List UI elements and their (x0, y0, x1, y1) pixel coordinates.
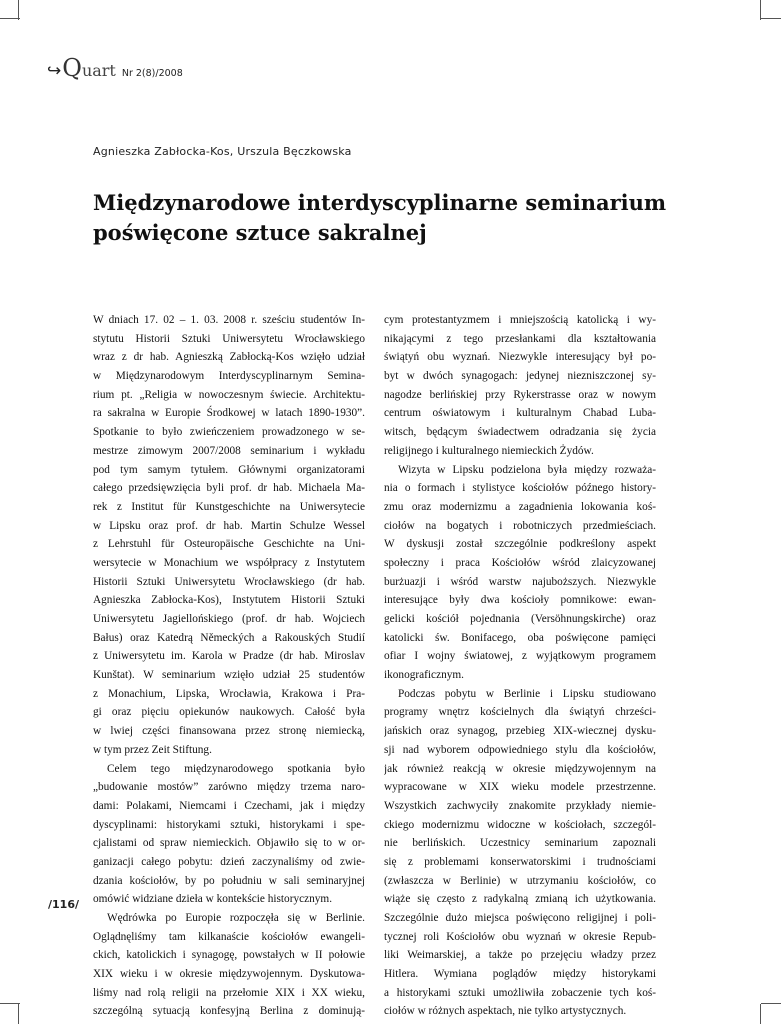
text-line: Podczas pobytu w Berlinie i Lipsku studiowano (398, 687, 656, 700)
quart-arrow-icon: ↪ (47, 61, 62, 81)
crop-mark (761, 1003, 781, 1004)
text-line: rek z Institut für Kunstgeschichte na Uniwersytecie (93, 500, 365, 513)
text-column-right (384, 311, 656, 1021)
crop-mark (0, 1003, 20, 1004)
text-line: Wizyta w Lipsku podzielona była między rozważa- (398, 463, 656, 476)
text-line: jak również reakcją w okresie międzywojennym na (384, 762, 656, 775)
text-line: gi oraz pięciu opiekunów naukowych. Całość była (93, 706, 365, 719)
crop-mark (0, 18, 20, 19)
text-line: cjalistami od spraw niemieckich. Objawiło się to w or- (93, 837, 365, 850)
crop-mark (760, 1004, 761, 1024)
text-line: ckich, katolickich i synagogę, powstałych w II połowie (93, 949, 365, 962)
text-line: wiąże się często z radykalną zmianą ich użytkowania. (384, 893, 656, 906)
text-line: religijnego i kulturalnego niemieckich Żydów. (384, 444, 594, 457)
text-line: Historii Sztuki Uniwersytetu Wrocławskiego (dr hab. (93, 575, 365, 588)
crop-mark (18, 0, 19, 20)
text-column-left (93, 311, 365, 1021)
text-line: ciołów na bogatych i robotniczych przedmieściach. (384, 519, 656, 532)
text-line: pod tym samym tytułem. Głównymi organizatorami (93, 463, 365, 476)
text-line: ganizacji całego pobytu: dzień zaczynaliśmy od zwie- (93, 855, 365, 868)
crop-mark (18, 1004, 19, 1024)
text-line: gelicki kościół pojednania (Versöhnungskirche) oraz (384, 613, 656, 625)
page-number: /116/ (48, 898, 79, 911)
text-line: Oglądnęliśmy tam kilkanaście kościołów ewangeli- (93, 930, 365, 943)
text-line: tycznej roli Kościołów obu wyznań w okresie Repub- (384, 930, 656, 943)
text-line: dyscyplinami: historykami sztuki, historykami i spe- (93, 818, 365, 831)
text-line: wersytecie w Monachium we współpracy z Instytutem (93, 556, 365, 569)
text-line: programy wnętrz kościelnych dla świątyń chrześci- (384, 706, 656, 719)
text-line: liki Weimarskiej, a także po przejęciu władzy przez (384, 949, 656, 962)
text-line: cym protestantyzmem i mniejszością katolicką i wy- (384, 314, 656, 326)
text-line: ofiar I wojny światowej, z wyjątkowym programem (384, 650, 656, 663)
text-line: ra sakralna w Europie Środkowej w latach 1890-1930”. (93, 407, 365, 420)
text-line: „budowanie mostów” zarówno między trzema naro- (93, 781, 365, 794)
text-line: jańskich oraz synagog, przebieg XIX-wiecznej dysku- (384, 725, 656, 738)
title-line: Międzynarodowe interdyscyplinarne seminarium (93, 190, 667, 215)
text-line: sji nad wyborem odpowiedniego stylu dla kościołów, (384, 743, 656, 756)
text-line: zmu oraz modernizmu a zagadnienia lokowania koś- (384, 500, 656, 513)
text-line: z Lehrstuhl für Osteuropäische Geschichte na Uni- (93, 538, 365, 551)
text-line: w Międzynarodowym Interdyscyplinarnym Semina- (93, 370, 365, 383)
text-line: W dyskusji został szczególnie podkreślony aspekt (384, 538, 656, 551)
text-line: szczególną sytuacją konfesyjną Berlina z dominują- (93, 1005, 365, 1018)
text-line: byt w dwóch synagogach: jedynej niezniszczonej sy- (384, 370, 656, 383)
text-line: całego przedsięwzięcia byli prof. dr hab. Michaela Ma- (93, 482, 365, 495)
text-line: dami: Polakami, Niemcami i Czechami, jak i między (93, 799, 365, 812)
text-line: ckiego modernizmu widoczne w kościołach, szczegól- (384, 818, 656, 831)
issue-number: Nr 2(8)/2008 (121, 68, 183, 79)
text-line: stytutu Historii Sztuki Uniwersytetu Wrocławskiego (93, 332, 365, 345)
text-line: z Uniwersytetu im. Karola w Pradze (dr hab. Miroslav (93, 650, 365, 663)
text-line: Bałus) oraz Katedrą Německých a Rakouských Studií (93, 631, 365, 644)
text-line: Szczególnie dużo miejsca poświęcono religijnej i poli- (384, 912, 656, 924)
text-line: mestrze zimowym 2007/2008 seminarium i wykładu (93, 444, 365, 457)
text-line: Kunštat). W seminarium wzięło udział 25 studentów (93, 669, 365, 682)
journal-header (47, 56, 183, 81)
text-line: interesujące były dwa kościoły pomnikowe: ewan- (384, 594, 656, 607)
text-line: Celem tego międzynarodowego spotkania było (107, 762, 365, 775)
text-line: XIX wieku i w okresie międzywojennym. Dyskutowa- (93, 968, 365, 981)
article-title (93, 188, 693, 248)
text-line: nagodze berlińskiej przy Rykerstrasse oraz w nowym (384, 388, 656, 401)
quart-logo-q: Q (62, 54, 82, 82)
text-line: wraz z dr hab. Agnieszką Zabłocką-Kos wzięło udział (93, 351, 365, 364)
text-line: nie berlińskich. Uczestnicy seminarium zapoznali (384, 837, 656, 850)
text-line: nikającymi z tego przesłankami dla kształtowania (384, 332, 656, 345)
crop-mark (760, 0, 761, 20)
text-line: z Monachium, Lipska, Wrocławia, Krakowa i Pra- (93, 687, 365, 700)
text-line: Spotkanie to było zwieńczeniem prowadzonego w se- (93, 426, 365, 439)
crop-mark (761, 18, 781, 19)
text-line: (zwłaszcza w Berlinie) w utrzymaniu kościołów, co (384, 874, 656, 887)
article-authors: Agnieszka Zabłocka-Kos, Urszula Bęczkowska (93, 145, 352, 158)
text-line: W dniach 17. 02 – 1. 03. 2008 r. sześciu studentów In- (93, 314, 365, 326)
text-line: świątyń obu wyznań. Niezwykle interesujący był po- (384, 351, 656, 364)
text-line: w lwiej części finansowana przez stronę niemiecką, (93, 725, 365, 738)
text-line: rium pt. „Religia w nowoczesnym świecie. Architektu- (93, 388, 365, 401)
text-line: ciołów w różnych aspektach, nie tylko artystycznych. (384, 1005, 627, 1018)
quart-logo-text: uart (81, 61, 116, 80)
text-line: Agnieszka Zabłocka-Kos), Instytutem Historii Sztuki (93, 594, 365, 607)
text-line: omówić widziane dzieła w kontekście historycznym. (93, 893, 333, 906)
text-line: katolicki św. Bonifacego, oba poświęcone pamięci (384, 631, 656, 644)
text-line: nia o formach i stylistyce kościołów późnego history- (384, 482, 656, 495)
text-line: się z problemami konserwatorskimi i trudnościami (384, 855, 656, 868)
text-line: centrum oświatowym i kulturalnym Chabad Luba- (384, 407, 656, 420)
text-line: w tym przez Zeit Stiftung. (93, 743, 212, 756)
text-line: ikonograficznym. (384, 669, 464, 682)
text-line: Uniwersytetu Jagiellońskiego (prof. dr hab. Wojciech (93, 613, 365, 625)
text-line: a historykami sztuki umożliwiła zobaczenie tych koś- (384, 986, 656, 999)
text-line: dzania kościołów, by po południu w sali seminaryjnej (93, 874, 365, 887)
text-line: wypracowane w XIX wieku modele przestrzenne. (384, 781, 656, 794)
title-line: poświęcone sztuce sakralnej (93, 220, 427, 245)
text-line: Hitlera. Wymiana poglądów między historykami (384, 968, 656, 981)
text-line: liśmy nad rolą religii na przełomie XIX i XX wieku, (93, 986, 365, 999)
text-line: Wszystkich zachwyciły znakomite przykłady niemie- (384, 799, 656, 812)
text-line: społeczny i praca Kościołów wśród zlaicyzowanej (384, 556, 656, 569)
text-line: witsch, będącym świadectwem odradzania się życia (384, 426, 656, 439)
text-line: Wędrówka po Europie rozpoczęła się w Berlinie. (107, 912, 365, 924)
text-line: burżuazji i wśród warstw najuboższych. Niezwykle (384, 575, 656, 588)
text-line: w Lipsku oraz prof. dr hab. Martin Schulze Wessel (93, 519, 365, 532)
